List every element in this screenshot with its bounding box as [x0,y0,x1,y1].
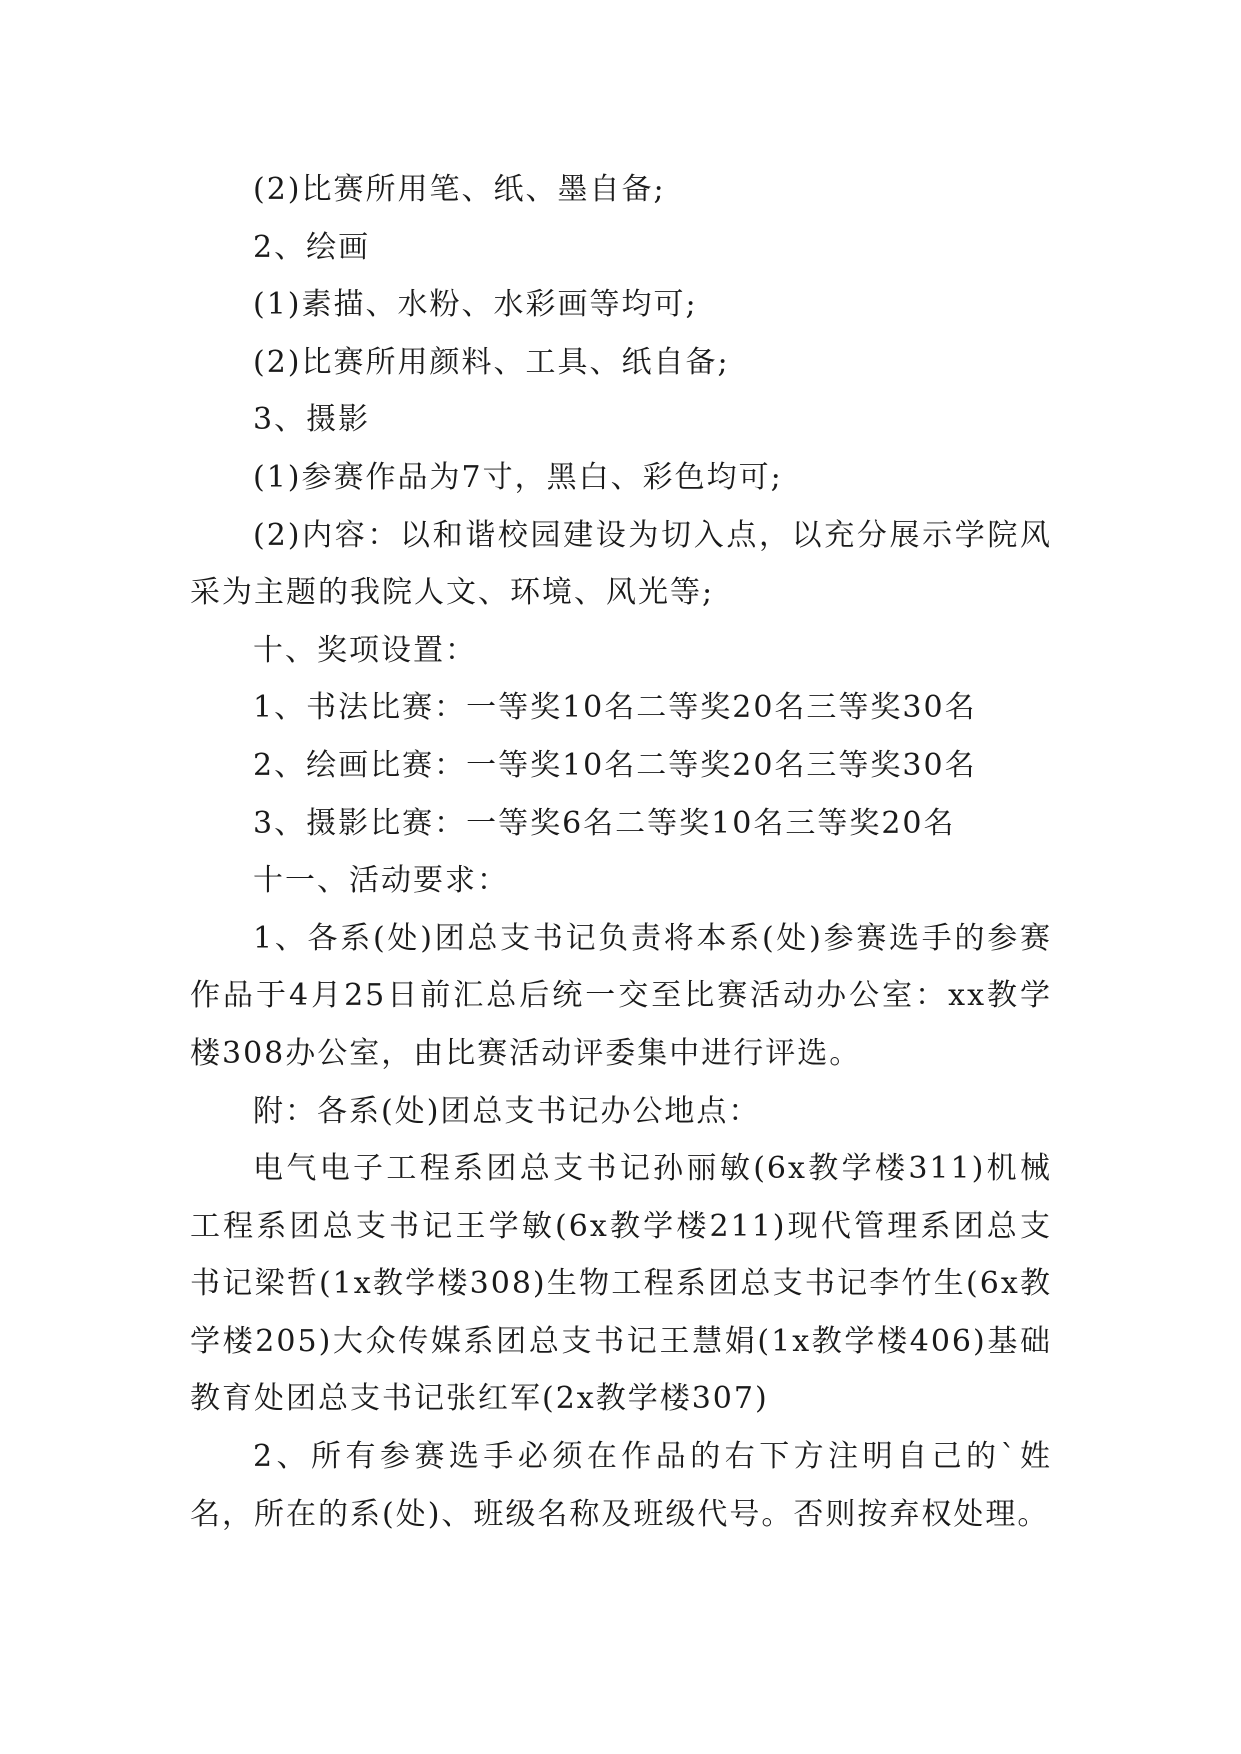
section-heading: 十一、活动要求： [253,863,509,899]
paragraph: 2、绘画比赛：一等奖10名二等奖20名三等奖30名 [253,747,977,783]
paragraph: 电气电子工程系团总支书记孙丽敏(6x教学楼311)机械工程系团总支书记王学敏(6x教学楼211)现代管理系团总支书记梁哲(1x教学楼308)生物工程系团总支书记李竹生(6x教学楼205)大众传媒系团总支书记王慧娟(1x教学楼406)基础教育处团总支书记张红军(2x教学楼307) [190,1151,1052,1417]
paragraph: (1)参赛作品为7寸，黑白、彩色均可; [253,459,783,495]
paragraph: 2、绘画 [253,229,371,265]
paragraph: (1)素描、水粉、水彩画等均可; [253,287,698,323]
paragraph: 3、摄影比赛：一等奖6名二等奖10名三等奖20名 [253,805,956,841]
paragraph: 附：各系(处)团总支书记办公地点： [253,1093,761,1129]
paragraph: 3、摄影 [253,402,371,438]
paragraph: 1、各系(处)团总支书记负责将本系(处)参赛选手的参赛作品于4月25日前汇总后统一交至比赛活动办公室：xx教学楼308办公室，由比赛活动评委集中进行评选。 [190,920,1052,1071]
document-body [190,161,1052,1543]
paragraph: 1、书法比赛：一等奖10名二等奖20名三等奖30名 [253,690,977,726]
paragraph: (2)内容：以和谐校园建设为切入点，以充分展示学院风采为主题的我院人文、环境、风光等; [190,517,1052,611]
section-heading: 十、奖项设置： [253,632,477,668]
paragraph: 2、所有参赛选手必须在作品的右下方注明自己的`姓名，所在的系(处)、班级名称及班级代号。否则按弃权处理。 [190,1439,1052,1532]
paragraph: (2)比赛所用颜料、工具、纸自备; [253,344,730,380]
paragraph: (2)比赛所用笔、纸、墨自备; [253,172,666,207]
